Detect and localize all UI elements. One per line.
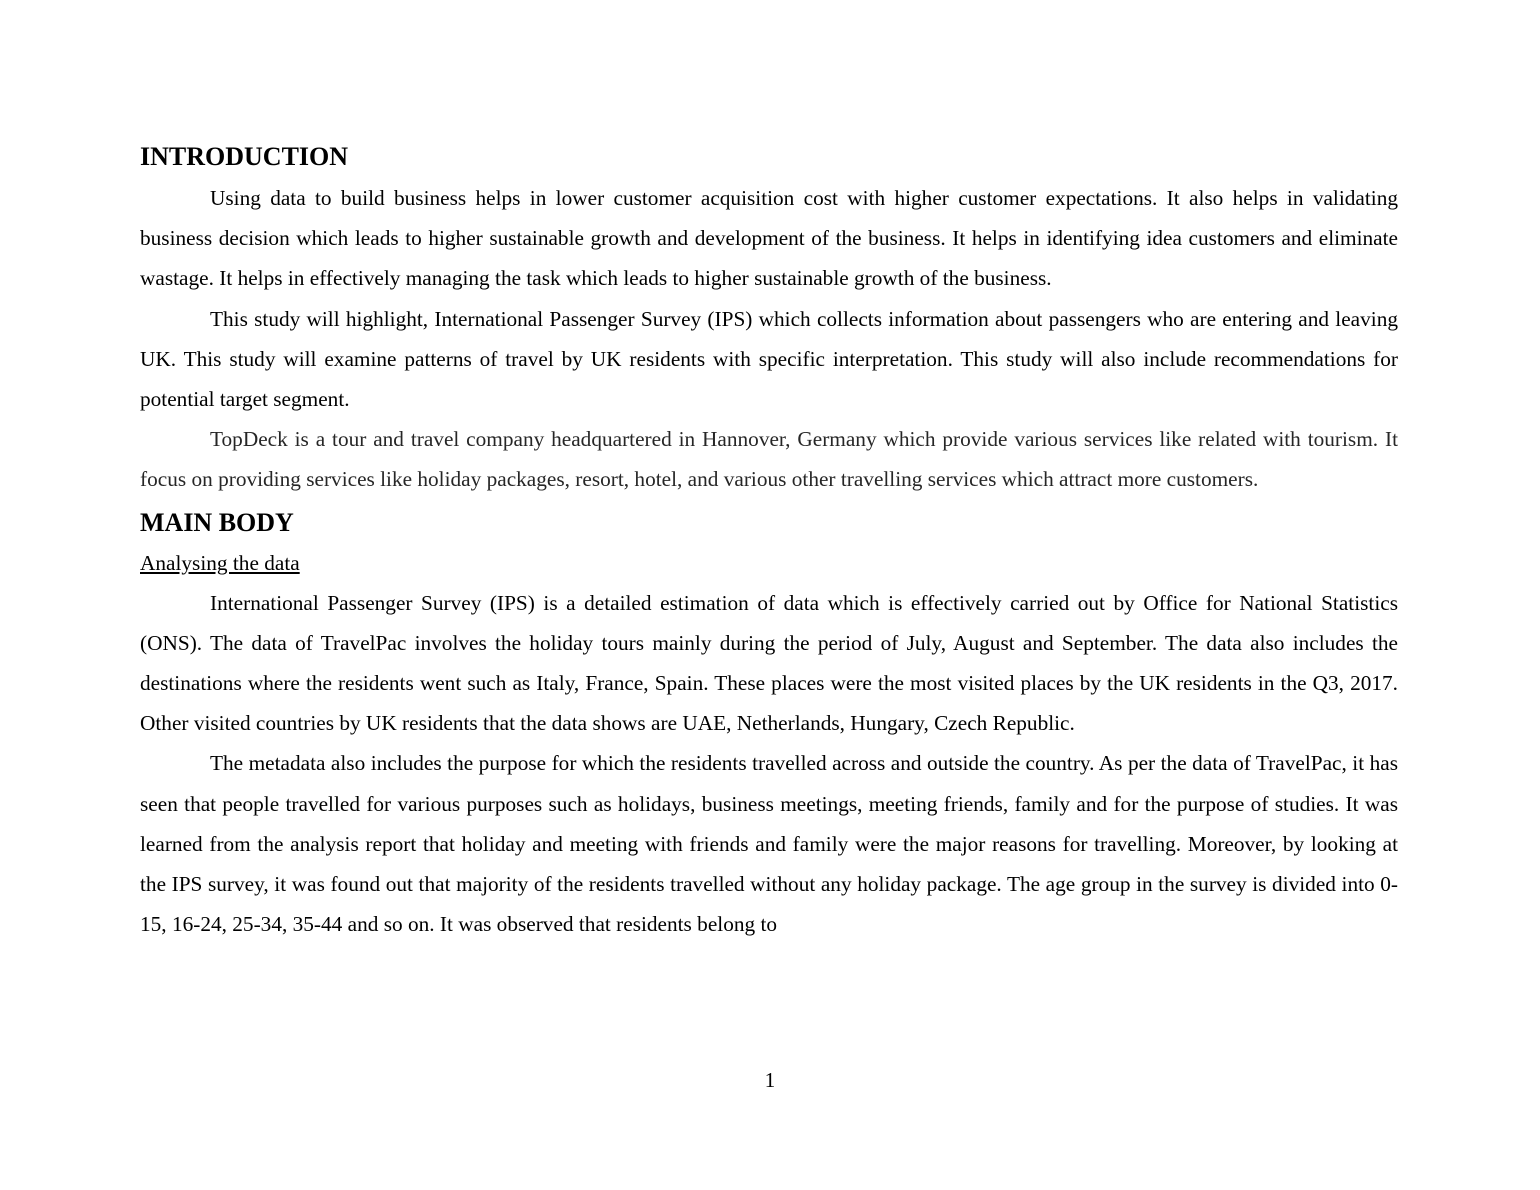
page-number: 1 — [764, 1068, 776, 1092]
analysing-data-subheading: Analysing the data — [140, 550, 300, 575]
introduction-heading: INTRODUCTION — [140, 142, 349, 171]
page-content — [140, 139, 1398, 944]
intro-paragraph-2: This study will highlight, International Passenger Survey (IPS) which collects information about passengers who are entering and leaving UK. This study will examine patterns of travel by UK residents with specific interpretation. This study will also include recommendations for potential target segment. — [140, 306, 1398, 412]
intro-paragraph-1: Using data to build business helps in lower customer acquisition cost with higher customer expectations. It also helps in validating business decision which leads to higher sustainable growth and development of the business. It helps in identifying idea customers and eliminate wastage. It helps in effectively managing the task which leads to higher sustainable growth of the business. — [140, 186, 1398, 291]
main-paragraph-2: The metadata also includes the purpose for which the residents travelled across and outside the country. As per the data of TravelPac, it has seen that people travelled for various purposes such as holidays, business meetings, meeting friends, family and for the purpose of studies. It was learned from the analysis report that holiday and meeting with friends and family were the major reasons for travelling. Moreover, by looking at the IPS survey, it was found out that majority of the residents travelled without any holiday package. The age group in the survey is divided into 0-15, 16-24, 25-34, 35-44 and so on. It was observed that residents belong to — [140, 751, 1398, 937]
main-paragraph-1: International Passenger Survey (IPS) is a detailed estimation of data which is effectively carried out by Office for National Statistics (ONS). The data of TravelPac involves the holiday tours mainly during the period of July, August and September. The data also includes the destinations where the residents went such as Italy, France, Spain. These places were the most visited places by the UK residents in the Q3, 2017. Other visited countries by UK residents that the data shows are UAE, Netherlands, Hungary, Czech Republic. — [140, 590, 1398, 736]
intro-paragraph-3: TopDeck is a tour and travel company headquartered in Hannover, Germany which provide various services like related with tourism. It focus on providing services like holiday packages, resort, hotel, and various other travelling services which attract more customers. — [140, 427, 1398, 492]
main-body-heading: MAIN BODY — [140, 507, 294, 537]
